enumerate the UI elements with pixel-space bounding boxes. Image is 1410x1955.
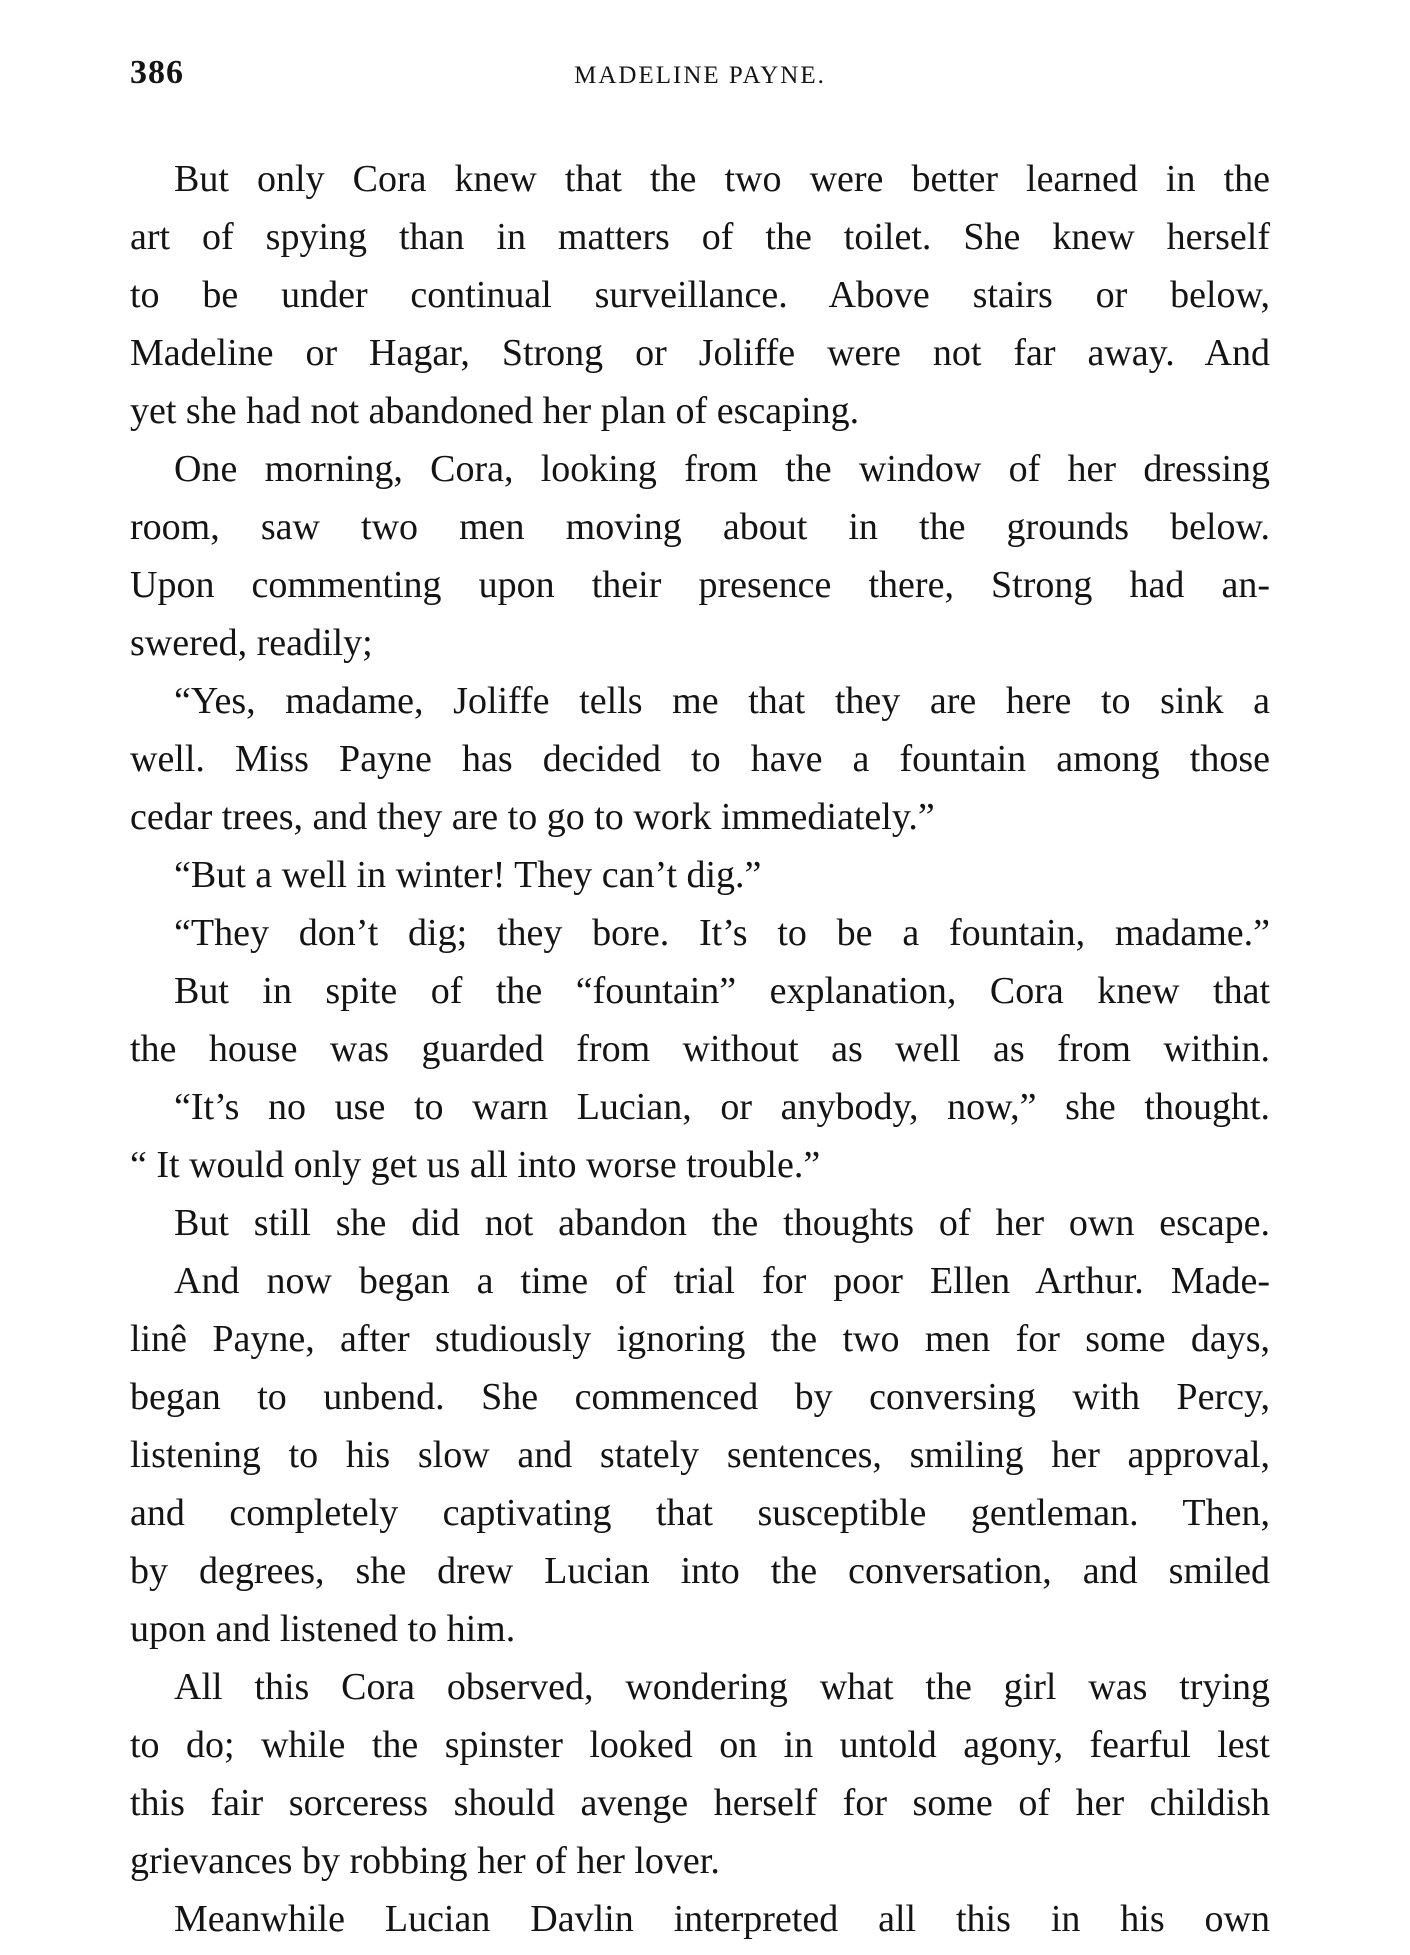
text-line: art of spying than in matters of the toilet. She knew herself xyxy=(130,216,1270,258)
text-line: yet she had not abandoned her plan of escaping. xyxy=(130,390,860,432)
text-line: One morning, Cora, looking from the window of her dressing xyxy=(174,448,1270,490)
text-line: upon and listened to him. xyxy=(130,1608,516,1650)
text-line: “But a well in winter! They can’t dig.” xyxy=(174,854,762,896)
text-line: swered, readily; xyxy=(130,622,373,664)
text-line: cedar trees, and they are to go to work immediately.” xyxy=(130,796,935,838)
text-line: this fair sorceress should avenge herself for some of her childish xyxy=(130,1782,1270,1824)
text-line: “ It would only get us all into worse trouble.” xyxy=(130,1144,821,1186)
text-line: to do; while the spinster looked on in untold agony, fearful lest xyxy=(130,1724,1270,1766)
text-line: But still she did not abandon the thoughts of her own escape. xyxy=(174,1202,1270,1244)
text-line: “They don’t dig; they bore. It’s to be a fountain, madame.” xyxy=(174,912,1270,954)
text-line: But in spite of the “fountain” explanation, Cora knew that xyxy=(174,970,1270,1012)
text-line: “Yes, madame, Joliffe tells me that they are here to sink a xyxy=(174,680,1270,722)
text-line: All this Cora observed, wondering what the girl was trying xyxy=(174,1666,1270,1708)
page-number: 386 xyxy=(130,54,184,91)
text-line: Madeline or Hagar, Strong or Joliffe were not far away. And xyxy=(130,332,1270,374)
text-line: to be under continual surveillance. Above stairs or below, xyxy=(130,274,1270,316)
text-line: the house was guarded from without as well as from within. xyxy=(130,1028,1270,1070)
text-line: “It’s no use to warn Lucian, or anybody, now,” she thought. xyxy=(174,1086,1270,1128)
text-line: But only Cora knew that the two were better learned in the xyxy=(174,158,1270,200)
page-header xyxy=(130,54,1270,104)
text-line: and completely captivating that susceptible gentleman. Then, xyxy=(130,1492,1270,1534)
body-text xyxy=(130,150,1270,1948)
text-line: well. Miss Payne has decided to have a fountain among those xyxy=(130,738,1270,780)
text-line: room, saw two men moving about in the grounds below. xyxy=(130,506,1270,548)
text-line: Meanwhile Lucian Davlin interpreted all this in his own xyxy=(174,1898,1270,1940)
text-line: listening to his slow and stately sentences, smiling her approval, xyxy=(130,1434,1270,1476)
text-line: linê Payne, after studiously ignoring the two men for some days, xyxy=(130,1318,1270,1360)
text-line: grievances by robbing her of her lover. xyxy=(130,1840,720,1882)
text-line: by degrees, she drew Lucian into the conversation, and smiled xyxy=(130,1550,1270,1592)
text-line: began to unbend. She commenced by conversing with Percy, xyxy=(130,1376,1270,1418)
running-title: MADELINE PAYNE. xyxy=(574,62,826,89)
text-line: Upon commenting upon their presence there, Strong had an- xyxy=(130,564,1270,606)
text-line: And now began a time of trial for poor Ellen Arthur. Made- xyxy=(174,1260,1270,1302)
